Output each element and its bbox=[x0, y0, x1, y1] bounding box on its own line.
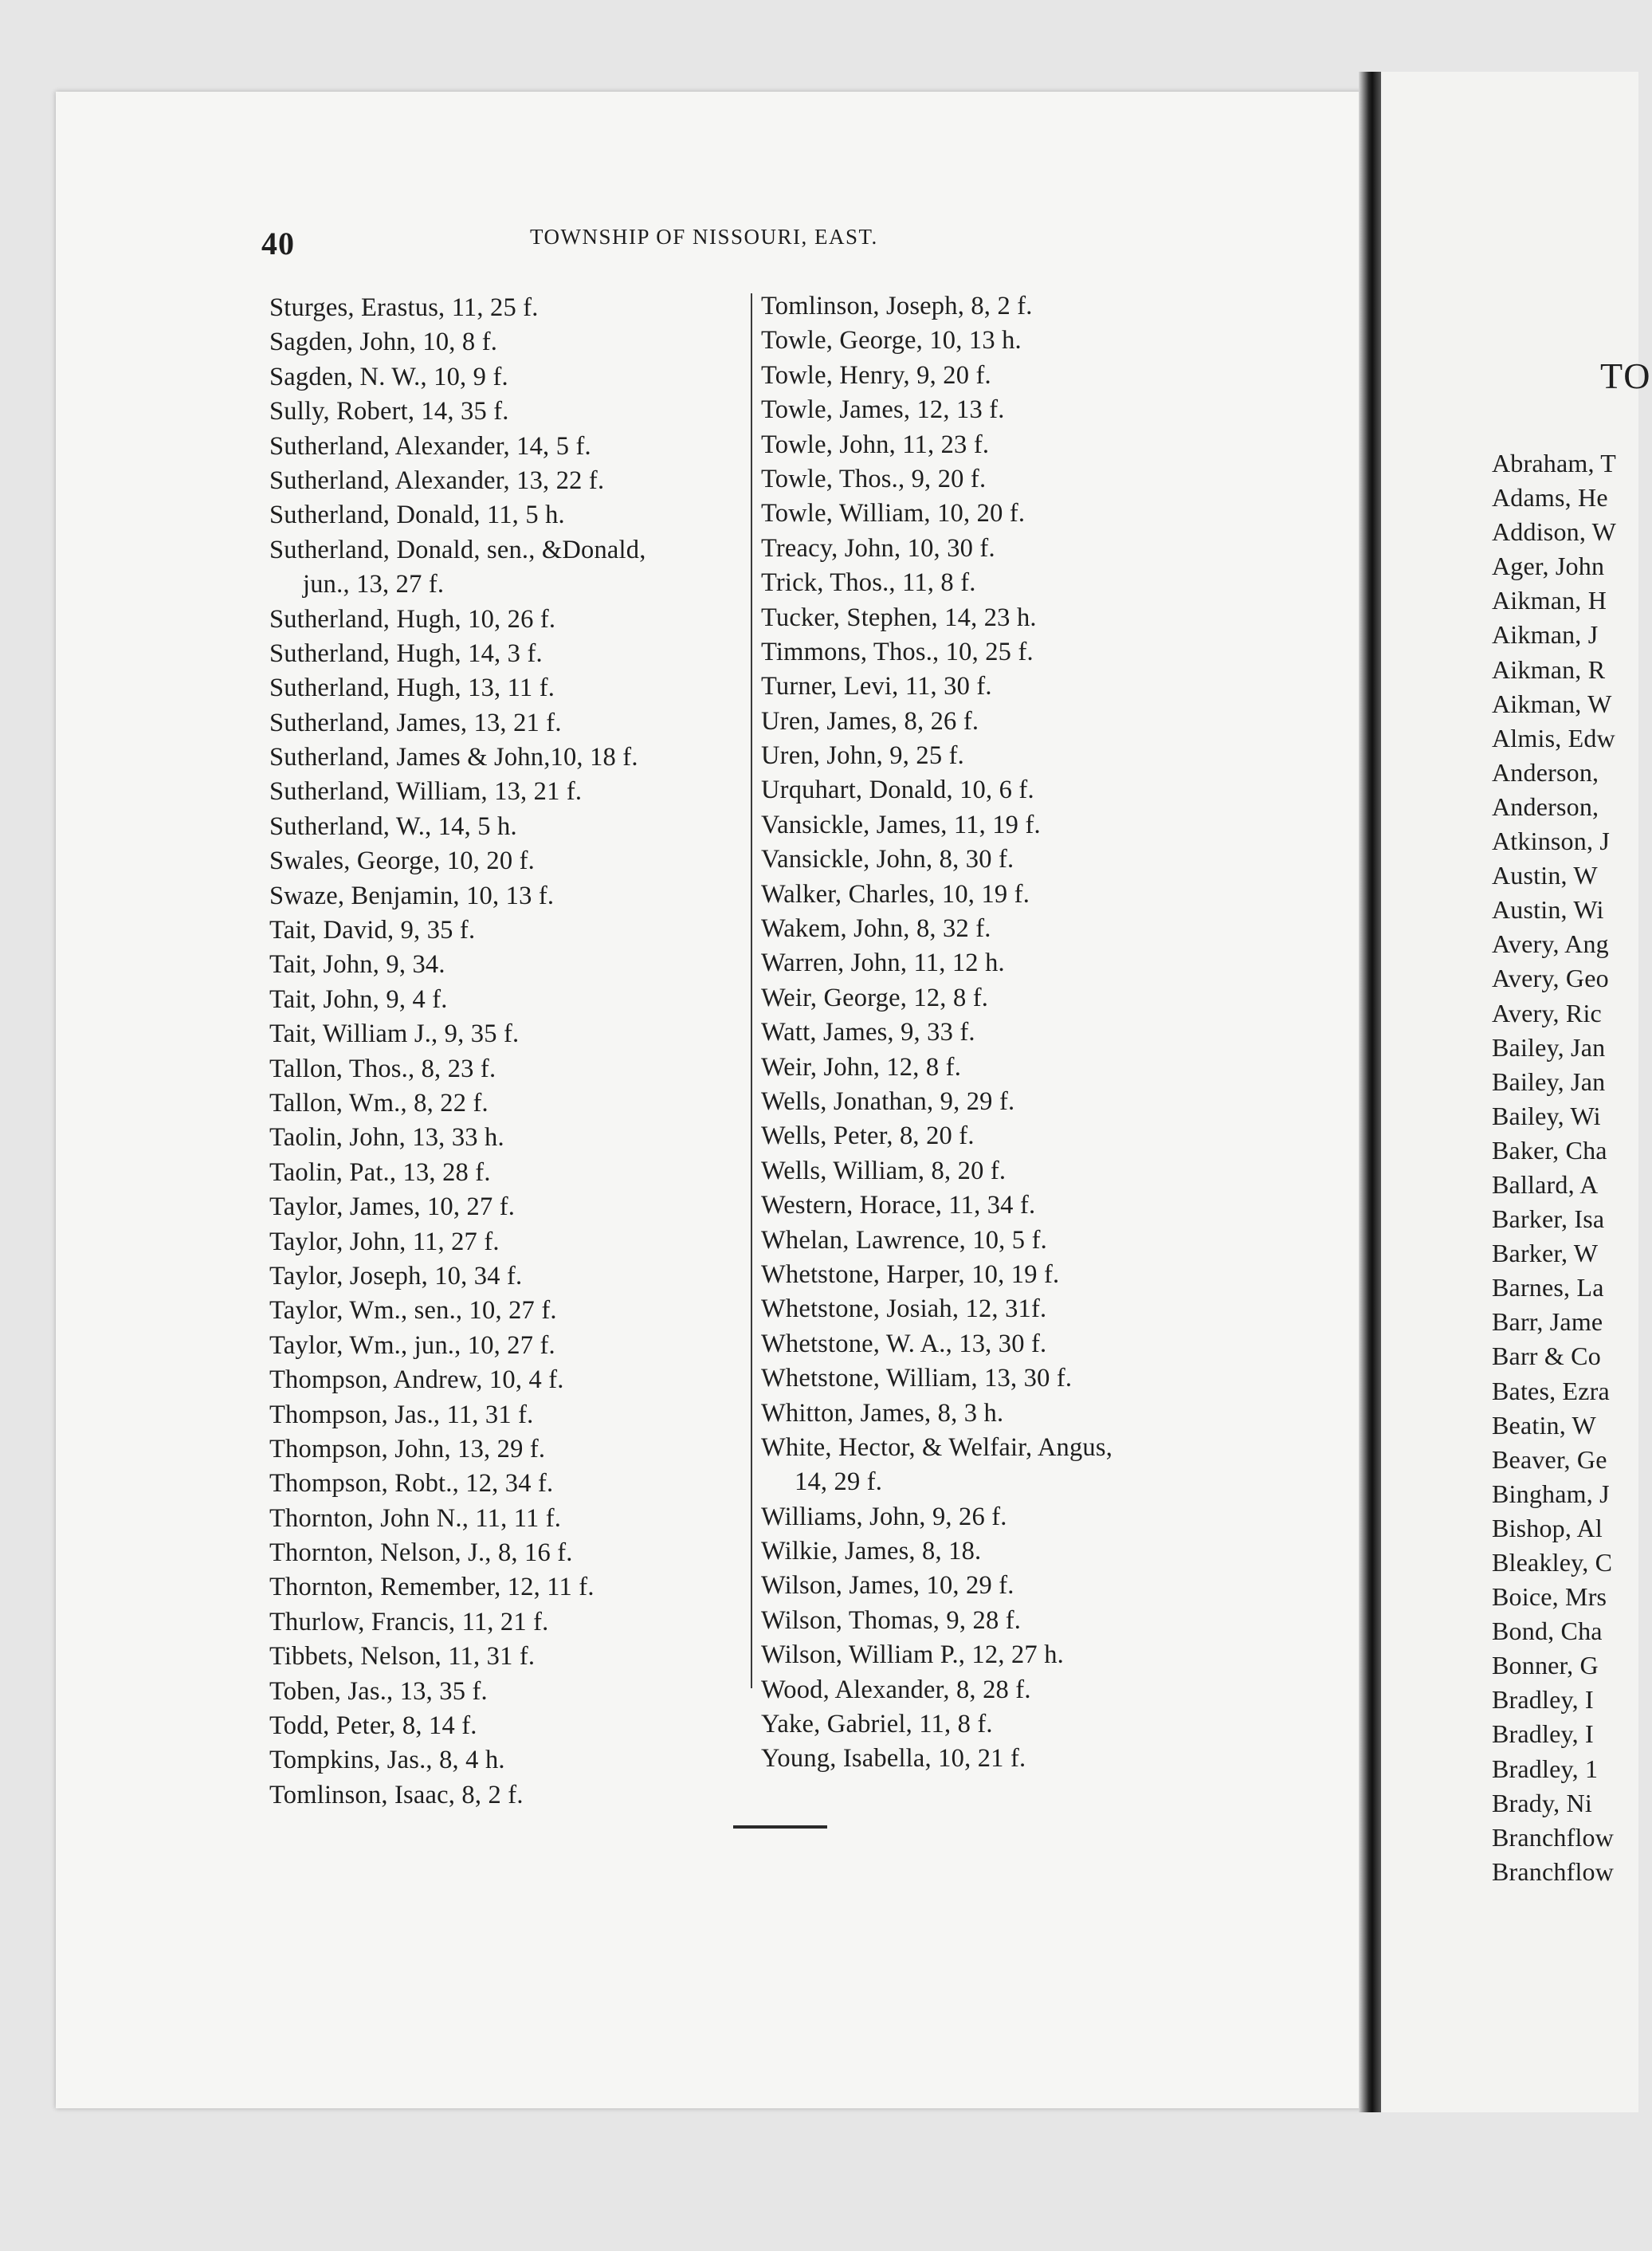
directory-entry: Vansickle, John, 8, 30 f. bbox=[761, 845, 1014, 874]
directory-entry: Addison, W bbox=[1492, 517, 1617, 547]
directory-entry: Taylor, John, 11, 27 f. bbox=[269, 1227, 500, 1256]
directory-entry: Wells, William, 8, 20 f. bbox=[761, 1156, 1007, 1185]
directory-entry: Swales, George, 10, 20 f. bbox=[269, 847, 535, 876]
directory-entry: Sutherland, Donald, sen., &Donald, bbox=[269, 535, 646, 564]
directory-entry: Barker, W bbox=[1492, 1239, 1599, 1268]
directory-entry: Tallon, Thos., 8, 23 f. bbox=[269, 1054, 496, 1083]
directory-entry: Bailey, Jan bbox=[1492, 1067, 1606, 1096]
directory-entry: Wells, Jonathan, 9, 29 f. bbox=[761, 1086, 1015, 1116]
directory-entry: Sutherland, Hugh, 10, 26 f. bbox=[269, 604, 556, 634]
directory-entry: Austin, W bbox=[1492, 861, 1598, 890]
directory-entry: Almis, Edw bbox=[1492, 723, 1615, 752]
directory-entry: Thornton, John N., 11, 11 f. bbox=[269, 1503, 562, 1533]
directory-entry: Thornton, Nelson, J., 8, 16 f. bbox=[269, 1538, 573, 1568]
directory-entry: Williams, John, 9, 26 f. bbox=[761, 1502, 1007, 1531]
directory-entry: Thornton, Remember, 12, 11 f. bbox=[269, 1573, 594, 1602]
directory-entry: Tompkins, Jas., 8, 4 h. bbox=[269, 1746, 505, 1775]
left-page bbox=[56, 92, 1371, 2108]
directory-entry: Tomlinson, Joseph, 8, 2 f. bbox=[761, 292, 1033, 320]
directory-entry: Uren, James, 8, 26 f. bbox=[761, 706, 979, 736]
directory-entry: Branchflow bbox=[1492, 1822, 1615, 1852]
directory-entry: Sagden, N. W., 10, 9 f. bbox=[269, 362, 508, 391]
directory-entry: Aikman, H bbox=[1492, 586, 1607, 615]
directory-entry: Western, Horace, 11, 34 f. bbox=[761, 1191, 1036, 1220]
directory-entry: Wakem, John, 8, 32 f. bbox=[761, 914, 991, 944]
directory-entry: Weir, John, 12, 8 f. bbox=[761, 1052, 962, 1082]
directory-entry: Avery, Geo bbox=[1492, 964, 1609, 993]
directory-entry: Sagden, John, 10, 8 f. bbox=[269, 328, 498, 357]
directory-entry: Bond, Cha bbox=[1492, 1617, 1603, 1646]
directory-entry: Urquhart, Donald, 10, 6 f. bbox=[761, 776, 1034, 805]
directory-entry: Sutherland, William, 13, 21 f. bbox=[269, 777, 583, 807]
directory-entry: Toben, Jas., 13, 35 f. bbox=[269, 1676, 488, 1706]
directory-entry: Towle, Thos., 9, 20 f. bbox=[761, 464, 987, 493]
directory-entry: Sutherland, Hugh, 13, 11 f. bbox=[269, 674, 555, 703]
directory-entry: Ballard, A bbox=[1492, 1169, 1599, 1199]
directory-entry: Avery, Ang bbox=[1492, 929, 1609, 959]
directory-entry: Weir, George, 12, 8 f. bbox=[761, 983, 989, 1012]
directory-entry: Taolin, John, 13, 33 h. bbox=[269, 1123, 504, 1153]
directory-entry: Aikman, W bbox=[1492, 689, 1612, 718]
directory-entry: Taylor, Joseph, 10, 34 f. bbox=[269, 1261, 523, 1290]
directory-entry: Barker, Isa bbox=[1492, 1204, 1605, 1234]
directory-entry: Thompson, Andrew, 10, 4 f. bbox=[269, 1365, 564, 1395]
directory-entry: Anderson, bbox=[1492, 792, 1599, 821]
directory-entry: Boice, Mrs bbox=[1492, 1582, 1607, 1612]
directory-entry: Tomlinson, Isaac, 8, 2 f. bbox=[269, 1780, 524, 1809]
directory-entry: Tibbets, Nelson, 11, 31 f. bbox=[269, 1642, 536, 1672]
directory-entry: Sturges, Erastus, 11, 25 f. bbox=[269, 293, 539, 322]
column-rule bbox=[751, 293, 752, 1688]
right-page-heading: TO bbox=[1600, 356, 1652, 396]
directory-entry: Bishop, Al bbox=[1492, 1513, 1603, 1542]
directory-entry: Bleakley, C bbox=[1492, 1548, 1613, 1577]
directory-entry: Tallon, Wm., 8, 22 f. bbox=[269, 1088, 489, 1118]
directory-entry: Taolin, Pat., 13, 28 f. bbox=[269, 1157, 491, 1187]
directory-entry: Bingham, J bbox=[1492, 1479, 1610, 1508]
directory-entry: Sutherland, W., 14, 5 h. bbox=[269, 811, 517, 841]
running-head: TOWNSHIP OF NISSOURI, EAST. bbox=[530, 225, 878, 249]
directory-entry: Anderson, bbox=[1492, 757, 1599, 787]
directory-entry: Sutherland, Hugh, 14, 3 f. bbox=[269, 638, 543, 668]
directory-entry: Atkinson, J bbox=[1492, 827, 1610, 856]
directory-entry: Sutherland, Alexander, 13, 22 f. bbox=[269, 466, 605, 495]
directory-entry: Wilson, William P., 12, 27 h. bbox=[761, 1640, 1064, 1670]
directory-entry: Vansickle, James, 11, 19 f. bbox=[761, 810, 1041, 839]
directory-entry: Taylor, Wm., jun., 10, 27 f. bbox=[269, 1330, 555, 1360]
section-end-rule bbox=[733, 1825, 827, 1829]
directory-entry: Tait, William J., 9, 35 f. bbox=[269, 1019, 520, 1049]
directory-entry: Abraham, T bbox=[1492, 449, 1617, 477]
directory-entry: Todd, Peter, 8, 14 f. bbox=[269, 1711, 477, 1741]
directory-entry: Trick, Thos., 11, 8 f. bbox=[761, 568, 976, 598]
directory-entry: Austin, Wi bbox=[1492, 895, 1604, 925]
directory-entry: Adams, He bbox=[1492, 483, 1608, 513]
directory-entry: Young, Isabella, 10, 21 f. bbox=[761, 1744, 1026, 1774]
directory-entry: Barr & Co bbox=[1492, 1342, 1601, 1371]
directory-entry: Walker, Charles, 10, 19 f. bbox=[761, 879, 1030, 909]
directory-entry: Watt, James, 9, 33 f. bbox=[761, 1018, 975, 1047]
directory-entry: Aikman, J bbox=[1492, 620, 1599, 650]
directory-entry: Tait, David, 9, 35 f. bbox=[269, 916, 476, 945]
directory-entry: Wilson, James, 10, 29 f. bbox=[761, 1571, 1014, 1601]
directory-entry: Turner, Levi, 11, 30 f. bbox=[761, 672, 992, 701]
directory-entry: Yake, Gabriel, 11, 8 f. bbox=[761, 1710, 993, 1739]
directory-entry: Sully, Robert, 14, 35 f. bbox=[269, 397, 509, 426]
directory-entry: Towle, William, 10, 20 f. bbox=[761, 499, 1026, 528]
directory-entry: Wilson, Thomas, 9, 28 f. bbox=[761, 1605, 1022, 1635]
directory-entry: Bradley, I bbox=[1492, 1719, 1594, 1749]
directory-entry: Tucker, Stephen, 14, 23 h. bbox=[761, 603, 1037, 632]
directory-entry: Bates, Ezra bbox=[1492, 1376, 1610, 1405]
directory-entry: Bonner, G bbox=[1492, 1651, 1599, 1680]
directory-column-right-page bbox=[1492, 446, 1616, 1889]
directory-entry: Taylor, Wm., sen., 10, 27 f. bbox=[269, 1296, 557, 1326]
directory-entry: Sutherland, Alexander, 14, 5 f. bbox=[269, 431, 591, 461]
directory-entry: Warren, John, 11, 12 h. bbox=[761, 949, 1005, 978]
directory-entry: Thompson, John, 13, 29 f. bbox=[269, 1434, 546, 1463]
directory-entry: Towle, Henry, 9, 20 f. bbox=[761, 360, 991, 390]
directory-entry: jun., 13, 27 f. bbox=[303, 570, 445, 599]
directory-entry: Whetstone, W. A., 13, 30 f. bbox=[761, 1329, 1047, 1358]
directory-entry: White, Hector, & Welfair, Angus, bbox=[761, 1432, 1113, 1462]
directory-entry: Thompson, Jas., 11, 31 f. bbox=[269, 1400, 534, 1429]
directory-entry: Aikman, R bbox=[1492, 654, 1606, 684]
directory-entry: Towle, George, 10, 13 h. bbox=[761, 326, 1022, 356]
directory-entry: Branchflow bbox=[1492, 1856, 1615, 1886]
directory-entry: Bailey, Wi bbox=[1492, 1101, 1601, 1130]
page-number: 40 bbox=[261, 226, 295, 261]
directory-entry: Towle, James, 12, 13 f. bbox=[761, 395, 1005, 425]
directory-entry: Swaze, Benjamin, 10, 13 f. bbox=[269, 881, 555, 910]
directory-entry: Beatin, W bbox=[1492, 1410, 1596, 1440]
directory-entry: Uren, John, 9, 25 f. bbox=[761, 741, 964, 771]
directory-entry: 14, 29 f. bbox=[795, 1467, 883, 1497]
directory-entry: Whitton, James, 8, 3 h. bbox=[761, 1398, 1004, 1428]
directory-entry: Barr, Jame bbox=[1492, 1307, 1603, 1337]
directory-entry: Bradley, I bbox=[1492, 1685, 1594, 1715]
directory-entry: Baker, Cha bbox=[1492, 1135, 1607, 1165]
directory-entry: Treacy, John, 10, 30 f. bbox=[761, 533, 995, 563]
directory-entry: Whelan, Lawrence, 10, 5 f. bbox=[761, 1225, 1047, 1255]
directory-entry: Tait, John, 9, 34. bbox=[269, 950, 445, 980]
directory-entry: Sutherland, James, 13, 21 f. bbox=[269, 708, 562, 737]
directory-column-middle bbox=[761, 289, 1112, 1777]
directory-entry: Timmons, Thos., 10, 25 f. bbox=[761, 637, 1034, 666]
book-gutter bbox=[1359, 72, 1381, 2112]
directory-entry: Whetstone, Harper, 10, 19 f. bbox=[761, 1259, 1060, 1289]
directory-column-left bbox=[269, 291, 646, 1813]
directory-entry: Sutherland, Donald, 11, 5 h. bbox=[269, 501, 565, 530]
directory-entry: Wood, Alexander, 8, 28 f. bbox=[761, 1675, 1031, 1704]
directory-entry: Brady, Ni bbox=[1492, 1788, 1592, 1817]
directory-entry: Wilkie, James, 8, 18. bbox=[761, 1537, 982, 1566]
directory-entry: Bailey, Jan bbox=[1492, 1032, 1606, 1062]
directory-entry: Sutherland, James & John,10, 18 f. bbox=[269, 743, 638, 772]
directory-entry: Avery, Ric bbox=[1492, 998, 1602, 1027]
directory-entry: Barnes, La bbox=[1492, 1273, 1604, 1302]
directory-entry: Taylor, James, 10, 27 f. bbox=[269, 1192, 516, 1222]
directory-entry: Tait, John, 9, 4 f. bbox=[269, 984, 448, 1014]
directory-entry: Towle, John, 11, 23 f. bbox=[761, 430, 990, 459]
directory-entry: Ager, John bbox=[1492, 552, 1605, 581]
directory-entry: Thurlow, Francis, 11, 21 f. bbox=[269, 1607, 549, 1636]
directory-entry: Wells, Peter, 8, 20 f. bbox=[761, 1122, 975, 1151]
directory-entry: Thompson, Robt., 12, 34 f. bbox=[269, 1469, 554, 1499]
directory-entry: Whetstone, William, 13, 30 f. bbox=[761, 1364, 1073, 1393]
directory-entry: Whetstone, Josiah, 12, 31f. bbox=[761, 1294, 1047, 1324]
directory-entry: Bradley, 1 bbox=[1492, 1754, 1599, 1783]
directory-entry: Beaver, Ge bbox=[1492, 1444, 1607, 1474]
